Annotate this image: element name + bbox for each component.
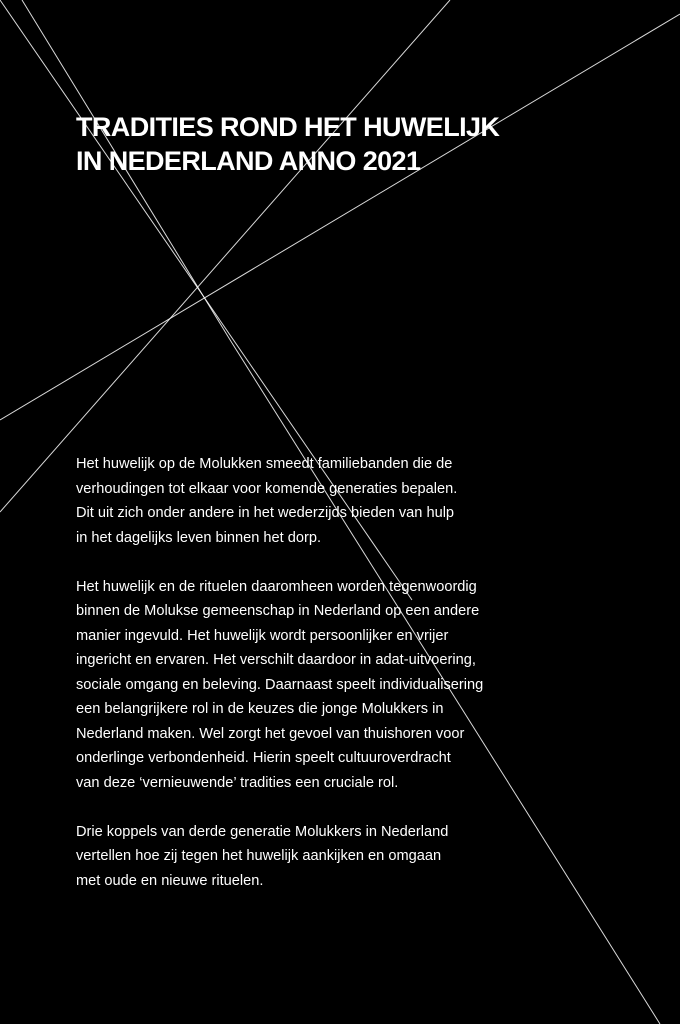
text-line: Het huwelijk op de Molukken smeedt familiebanden die de <box>76 456 453 472</box>
text-line: Het huwelijk en de rituelen daaromheen worden tegenwoordig <box>76 578 477 595</box>
text-line: een belangrijkere rol in de keuzes die jonge Molukkers in <box>76 701 444 717</box>
page-title <box>76 110 636 178</box>
text-line: ingericht en ervaren. Het verschilt daardoor in adat-uitvoering, <box>76 652 476 668</box>
diagonal-line-4 <box>0 14 680 420</box>
paragraph-1 <box>76 452 636 550</box>
text-line: vertellen hoe zij tegen het huwelijk aankijken en omgaan <box>76 848 442 864</box>
title-line-1: TRADITIES ROND HET HUWELIJK <box>76 112 500 142</box>
text-line: van deze ‘vernieuwende’ tradities een cruciale rol. <box>76 774 399 791</box>
text-line: sociale omgang en beleving. Daarnaast speelt individualisering <box>76 676 484 693</box>
title-line-2: IN NEDERLAND ANNO 2021 <box>76 146 421 176</box>
paragraph-2 <box>76 575 636 796</box>
text-line: binnen de Molukse gemeenschap in Nederland op een andere <box>76 603 480 619</box>
text-line: manier ingevuld. Het huwelijk wordt persoonlijker en vrijer <box>76 627 449 644</box>
text-line: met oude en nieuwe rituelen. <box>76 872 264 889</box>
text-line: Nederland maken. Wel zorgt het gevoel van thuishoren voor <box>76 725 465 742</box>
body-text <box>76 452 636 918</box>
paragraph-3 <box>76 820 636 894</box>
text-line: Dit uit zich onder andere in het wederzijds bieden van hulp <box>76 505 455 521</box>
text-line: Drie koppels van derde generatie Molukkers in Nederland <box>76 823 449 840</box>
diagonal-line-3 <box>0 0 450 512</box>
text-line: onderlinge verbondenheid. Hierin speelt cultuuroverdracht <box>76 750 451 766</box>
text-line: verhoudingen tot elkaar voor komende generaties bepalen. <box>76 480 458 497</box>
text-line: in het dagelijks leven binnen het dorp. <box>76 529 322 546</box>
